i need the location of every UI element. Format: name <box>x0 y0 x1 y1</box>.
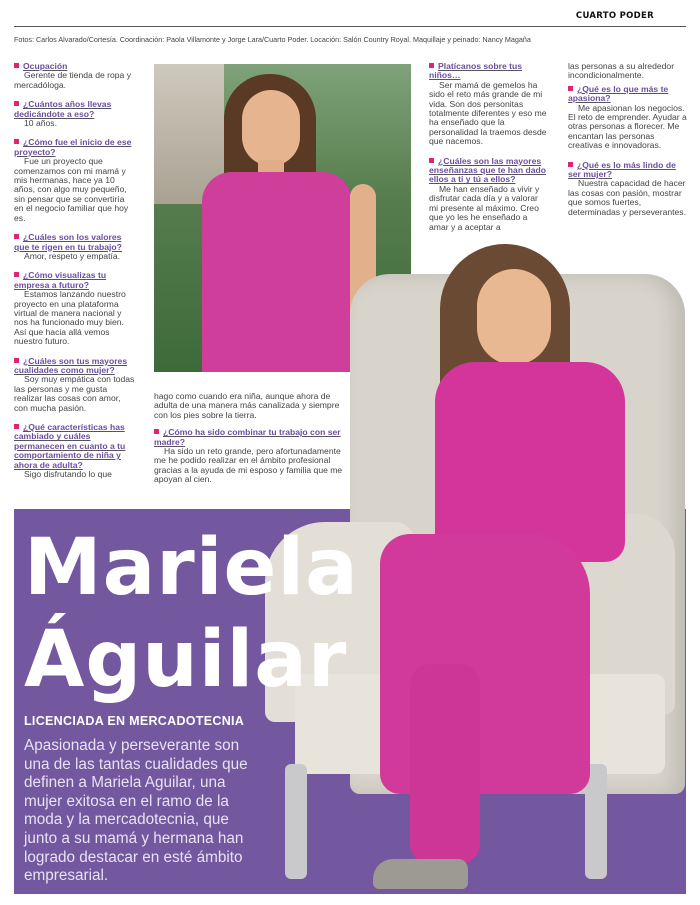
answer: Estamos lanzando nuestro proyecto en una plataforma virtual de manera nacional y nos ha funcionado muy bien. Así que hacia allá vemos nuestro futuro. <box>14 289 126 347</box>
bullet-icon <box>14 101 19 106</box>
bullet-icon <box>14 358 19 363</box>
answer-continuation: hago como cuando era niña, aunque ahora de adulta de una manera más canalizada y siempre con los pies sobre la tierra. <box>154 391 340 420</box>
qa-column-3 <box>429 62 549 242</box>
question: ¿Cuáles son tus mayores cualidades como mujer? <box>14 355 128 375</box>
feature-subtitle: LICENCIADA EN MERCADOTECNIA <box>24 714 245 728</box>
question: ¿Cómo fue el inicio de ese proyecto? <box>14 137 132 157</box>
bullet-icon <box>429 158 434 163</box>
bullet-icon <box>568 162 573 167</box>
header-rule <box>14 26 686 27</box>
question: ¿Qué es lo que más te apasiona? <box>568 83 669 104</box>
feature-lead: Apasionada y perseverante son una de las tantas cualidades que definen a Mariela Aguilar, una mujer exitosa en el ramo de la moda y la mercadotecnia, que junto a su mamá y hermana han logrado destacar en esté ámbito empresarial. <box>24 737 248 885</box>
feature-name-first: Mariela <box>24 523 359 613</box>
answer: Ha sido un reto grande, pero afortunadamente me he podido realizar en el ámbito profesional gracias a la ayuda de mi esposo y familia que me apoyan al cien. <box>154 446 343 485</box>
question: ¿Cómo ha sido combinar tu trabajo con ser madre? <box>154 427 341 447</box>
answer: 10 años. <box>24 118 57 129</box>
page-brand: CUARTO PODER <box>575 11 654 21</box>
bullet-icon <box>568 86 573 91</box>
question: ¿Cuántos años llevas dedicándote a eso? <box>14 99 112 119</box>
question: ¿Qué es lo más lindo de ser mujer? <box>568 159 676 180</box>
question: Ocupación <box>14 62 136 71</box>
question: Platícanos sobre tus niños… <box>429 61 523 81</box>
bullet-icon <box>14 63 19 68</box>
photo-credits: Fotos: Carlos Alvarado/Cortesía. Coordinación: Paola Villamonte y Jorge Lara/Cuarto Poder. Locación: Salón Country Royal. Maquillaje y peinado: Nancy Magaña <box>14 35 531 44</box>
question: ¿Cómo visualizas tu empresa a futuro? <box>14 270 107 290</box>
qa-column-1 <box>14 62 136 489</box>
answer: Fue un proyecto que comenzamos con mi mamá y mis hermanas, hace ya 10 años, con algo muy pequeño, sin pensar que se convertiría en el negocio familiar que hoy es. <box>14 156 129 223</box>
qa-column-4 <box>568 62 688 227</box>
feature-name-last: Águilar <box>24 615 348 705</box>
answer: Ser mamá de gemelos ha sido el reto más grande de mi vida. Son dos personitas totalmente diferentes y eso me ha enseñado que la personalidad la traemos desde que nacemos. <box>429 79 547 147</box>
answer-continuation: las personas a su alrededor incondicionalmente. <box>568 61 675 81</box>
answer: Amor, respeto y empatía. <box>24 250 121 261</box>
answer: Gerente de tienda de ropa y mercadóloga. <box>14 70 132 90</box>
bullet-icon <box>429 63 434 68</box>
bullet-icon <box>14 424 19 429</box>
question: ¿Cuáles son los valores que te rigen en tu trabajo? <box>14 232 122 252</box>
question: ¿Qué características has cambiado y cuáles permanecen en cuanto a tu comportamiento de niña y ahora de adulta? <box>14 422 126 470</box>
bullet-icon <box>14 234 19 239</box>
bullet-icon <box>14 139 19 144</box>
answer: Me apasionan los negocios. El reto de emprender. Ayudar a otras personas a florecer. Me encantan las personas creativas e innovadoras. <box>568 102 687 151</box>
bullet-icon <box>154 429 159 434</box>
answer: Me han enseñado a vivir y disfrutar cada día y a valorar mi presente al máximo. Creo que yo les he enseñado a amar y a aceptar a <box>429 183 540 232</box>
answer: Nuestra capacidad de hacer las cosas con pasión, mostrar que somos fuertes, determinadas y perseverantes. <box>568 178 686 217</box>
answer: Soy muy empática con todas las personas y me gusta realizar las cosas con amor, con mucha pasión. <box>14 374 135 413</box>
answer: Sigo disfrutando lo que <box>24 469 112 480</box>
bullet-icon <box>14 272 19 277</box>
question: ¿Cuáles son las mayores enseñanzas que te han dado ellos a ti y tú a ellos? <box>429 155 546 185</box>
